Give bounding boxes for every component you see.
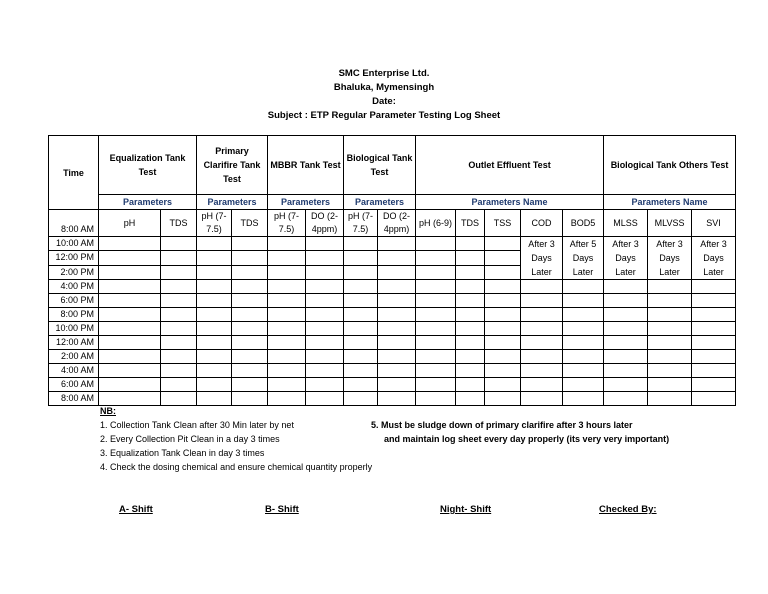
notes-title: NB: — [100, 406, 116, 416]
entry-cell[interactable] — [161, 265, 197, 279]
entry-cell[interactable] — [378, 392, 416, 406]
table-row — [49, 392, 736, 406]
entry-cell[interactable] — [232, 308, 268, 322]
primary-params-label: Parameters — [197, 195, 268, 210]
entry-cell[interactable] — [378, 308, 416, 322]
entry-cell[interactable] — [416, 308, 456, 322]
table-row — [49, 308, 736, 322]
col-out-cod: COD — [521, 210, 563, 237]
entry-cell[interactable] — [648, 294, 692, 308]
note-cell-mlss: After 3 Days Later — [604, 237, 648, 280]
entry-cell[interactable] — [268, 378, 306, 392]
entry-cell[interactable] — [268, 251, 306, 265]
entry-cell[interactable] — [232, 392, 268, 406]
entry-cell[interactable] — [197, 322, 232, 336]
entry-cell[interactable] — [485, 378, 521, 392]
time-cell: 4:00 AM — [49, 364, 99, 378]
entry-cell[interactable] — [306, 294, 344, 308]
entry-cell[interactable] — [232, 265, 268, 279]
entry-cell[interactable] — [416, 251, 456, 265]
entry-cell[interactable] — [456, 265, 485, 279]
entry-cell[interactable] — [197, 378, 232, 392]
entry-cell[interactable] — [692, 364, 736, 378]
entry-cell[interactable] — [485, 308, 521, 322]
entry-cell[interactable] — [692, 392, 736, 406]
col-out-tss: TSS — [485, 210, 521, 237]
equalization-header: Equalization Tank Test — [99, 136, 197, 195]
entry-cell[interactable] — [197, 251, 232, 265]
a-shift-signature: A- Shift — [119, 504, 153, 515]
entry-cell[interactable] — [344, 294, 378, 308]
entry-cell[interactable] — [521, 378, 563, 392]
entry-cell[interactable] — [456, 280, 485, 294]
entry-cell[interactable] — [268, 364, 306, 378]
entry-cell[interactable] — [232, 322, 268, 336]
entry-cell[interactable] — [456, 294, 485, 308]
entry-cell[interactable] — [648, 280, 692, 294]
note-item: 2. Every Collection Pit Clean in a day 3 times — [100, 434, 280, 444]
entry-cell[interactable] — [521, 308, 563, 322]
entry-cell[interactable] — [648, 392, 692, 406]
col-bio-do: DO (2- 4ppm) — [378, 210, 416, 237]
col-pc-ph: pH (7- 7.5) — [197, 210, 232, 237]
entry-cell[interactable] — [416, 378, 456, 392]
entry-cell[interactable] — [521, 336, 563, 350]
entry-cell[interactable] — [604, 280, 648, 294]
time-cell: 8:00 PM — [49, 308, 99, 322]
entry-cell[interactable] — [563, 336, 604, 350]
entry-cell[interactable] — [521, 350, 563, 364]
time-cell: 12:00 PM — [49, 251, 99, 265]
entry-cell[interactable] — [306, 336, 344, 350]
entry-cell[interactable] — [692, 350, 736, 364]
col-bio-ph: pH (7- 7.5) — [344, 210, 378, 237]
entry-cell[interactable] — [268, 294, 306, 308]
entry-cell[interactable] — [99, 251, 161, 265]
entry-cell[interactable] — [604, 294, 648, 308]
entry-cell[interactable] — [648, 364, 692, 378]
note-item: 3. Equalization Tank Clean in day 3 times — [100, 448, 265, 458]
entry-cell[interactable] — [161, 364, 197, 378]
bio-others-params-label: Parameters Name — [604, 195, 736, 210]
time-cell: 8:00 AM — [49, 392, 99, 406]
primary-clarifire-header: Primary Clarifire Tank Test — [197, 136, 268, 195]
table-row — [49, 364, 736, 378]
col-eq-tds: TDS — [161, 210, 197, 237]
entry-cell[interactable] — [197, 364, 232, 378]
entry-cell[interactable] — [692, 378, 736, 392]
biological-header: Biological Tank Test — [344, 136, 416, 195]
entry-cell[interactable] — [344, 308, 378, 322]
entry-cell[interactable] — [456, 308, 485, 322]
entry-cell[interactable] — [232, 378, 268, 392]
entry-cell[interactable] — [563, 308, 604, 322]
note-item: 1. Collection Tank Clean after 30 Min later by net — [100, 420, 294, 430]
entry-cell[interactable] — [344, 378, 378, 392]
entry-cell[interactable] — [197, 350, 232, 364]
company-name: SMC Enterprise Ltd. — [338, 68, 430, 79]
entry-cell[interactable] — [521, 364, 563, 378]
time-cell: 4:00 PM — [49, 280, 99, 294]
entry-cell[interactable] — [268, 322, 306, 336]
entry-cell[interactable] — [604, 392, 648, 406]
entry-cell[interactable] — [232, 364, 268, 378]
entry-cell[interactable] — [232, 294, 268, 308]
entry-cell[interactable] — [99, 237, 161, 251]
entry-cell[interactable] — [232, 251, 268, 265]
entry-cell[interactable] — [344, 364, 378, 378]
entry-cell[interactable] — [604, 308, 648, 322]
entry-cell[interactable] — [378, 237, 416, 251]
entry-cell[interactable] — [306, 308, 344, 322]
entry-cell[interactable] — [563, 350, 604, 364]
entry-cell[interactable] — [232, 237, 268, 251]
entry-cell[interactable] — [161, 378, 197, 392]
time-cell: 10:00 PM — [49, 322, 99, 336]
entry-cell[interactable] — [99, 336, 161, 350]
table-row — [49, 280, 736, 294]
entry-cell[interactable] — [563, 392, 604, 406]
entry-cell[interactable] — [416, 265, 456, 279]
entry-cell[interactable] — [648, 350, 692, 364]
entry-cell[interactable] — [456, 364, 485, 378]
col-eq-ph: pH — [99, 210, 161, 237]
entry-cell[interactable] — [306, 378, 344, 392]
col-pc-tds: TDS — [232, 210, 268, 237]
entry-cell[interactable] — [344, 265, 378, 279]
checked-by-signature: Checked By: — [599, 504, 657, 515]
entry-cell[interactable] — [161, 280, 197, 294]
table-row — [49, 322, 736, 336]
entry-cell[interactable] — [485, 392, 521, 406]
table-row — [49, 336, 736, 350]
entry-cell[interactable] — [161, 336, 197, 350]
entry-cell[interactable] — [485, 237, 521, 251]
entry-cell[interactable] — [485, 251, 521, 265]
entry-cell[interactable] — [197, 237, 232, 251]
entry-cell[interactable] — [197, 336, 232, 350]
entry-cell[interactable] — [521, 294, 563, 308]
entry-cell[interactable] — [485, 280, 521, 294]
entry-cell[interactable] — [521, 280, 563, 294]
entry-cell[interactable] — [344, 336, 378, 350]
col-mbbr-ph: pH (7- 7.5) — [268, 210, 306, 237]
entry-cell[interactable] — [306, 364, 344, 378]
entry-cell[interactable] — [378, 378, 416, 392]
entry-cell[interactable] — [416, 392, 456, 406]
entry-cell[interactable] — [344, 237, 378, 251]
entry-cell[interactable] — [692, 322, 736, 336]
entry-cell[interactable] — [197, 265, 232, 279]
entry-cell[interactable] — [378, 251, 416, 265]
col-out-tds: TDS — [456, 210, 485, 237]
col-mlss: MLSS — [604, 210, 648, 237]
biological-params-label: Parameters — [344, 195, 416, 210]
entry-cell[interactable] — [99, 265, 161, 279]
entry-cell[interactable] — [378, 336, 416, 350]
entry-cell[interactable] — [416, 237, 456, 251]
entry-cell[interactable] — [161, 251, 197, 265]
entry-cell[interactable] — [161, 392, 197, 406]
entry-cell[interactable] — [99, 378, 161, 392]
time-cell: 6:00 PM — [49, 294, 99, 308]
entry-cell[interactable] — [456, 378, 485, 392]
time-header: Time — [49, 136, 99, 210]
company-location: Bhaluka, Mymensingh — [333, 82, 435, 93]
entry-cell[interactable] — [563, 294, 604, 308]
entry-cell[interactable] — [344, 280, 378, 294]
entry-cell[interactable] — [232, 350, 268, 364]
entry-cell[interactable] — [306, 392, 344, 406]
entry-cell[interactable] — [306, 265, 344, 279]
col-mbbr-do: DO (2- 4ppm) — [306, 210, 344, 237]
log-table — [48, 135, 736, 406]
entry-cell[interactable] — [604, 364, 648, 378]
entry-cell[interactable] — [378, 294, 416, 308]
col-out-bod5: BOD5 — [563, 210, 604, 237]
entry-cell[interactable] — [692, 308, 736, 322]
entry-cell[interactable] — [456, 322, 485, 336]
entry-cell[interactable] — [344, 322, 378, 336]
entry-cell[interactable] — [161, 237, 197, 251]
entry-cell[interactable] — [161, 308, 197, 322]
entry-cell[interactable] — [456, 392, 485, 406]
date-label: Date: — [372, 96, 396, 107]
entry-cell[interactable] — [485, 364, 521, 378]
entry-cell[interactable] — [648, 308, 692, 322]
entry-cell[interactable] — [306, 251, 344, 265]
equalization-params-label: Parameters — [99, 195, 197, 210]
mbbr-header: MBBR Tank Test — [268, 136, 344, 195]
col-mlvss: MLVSS — [648, 210, 692, 237]
entry-cell[interactable] — [268, 280, 306, 294]
entry-cell[interactable] — [648, 322, 692, 336]
time-cell: 2:00 AM — [49, 350, 99, 364]
note-item-5-line2: and maintain log sheet every day properly (its very very important) — [384, 434, 670, 444]
subject-line: Subject : ETP Regular Parameter Testing Log Sheet — [267, 110, 501, 121]
note-item-5-line1: 5. Must be sludge down of primary clarifire after 3 hours later — [371, 420, 633, 430]
entry-cell[interactable] — [692, 336, 736, 350]
entry-cell[interactable] — [485, 322, 521, 336]
entry-cell[interactable] — [378, 364, 416, 378]
note-cell-bod5: After 5 Days Later — [563, 237, 604, 280]
entry-cell[interactable] — [197, 280, 232, 294]
entry-cell[interactable] — [268, 237, 306, 251]
entry-cell[interactable] — [99, 392, 161, 406]
entry-cell[interactable] — [563, 280, 604, 294]
entry-cell[interactable] — [485, 350, 521, 364]
entry-cell[interactable] — [197, 294, 232, 308]
entry-cell[interactable] — [416, 280, 456, 294]
time-cell: 8:00 AM — [49, 210, 99, 237]
entry-cell[interactable] — [604, 336, 648, 350]
entry-cell[interactable] — [161, 294, 197, 308]
entry-cell[interactable] — [378, 350, 416, 364]
entry-cell[interactable] — [99, 280, 161, 294]
entry-cell[interactable] — [197, 308, 232, 322]
entry-cell[interactable] — [563, 322, 604, 336]
entry-cell[interactable] — [306, 237, 344, 251]
time-cell: 10:00 AM — [49, 237, 99, 251]
entry-cell[interactable] — [378, 280, 416, 294]
entry-cell[interactable] — [456, 237, 485, 251]
mbbr-params-label: Parameters — [268, 195, 344, 210]
note-cell-mlvss: After 3 Days Later — [648, 237, 692, 280]
entry-cell[interactable] — [604, 350, 648, 364]
entry-cell[interactable] — [692, 280, 736, 294]
entry-cell[interactable] — [268, 350, 306, 364]
entry-cell[interactable] — [268, 336, 306, 350]
note-cell-svi: After 3 Days Later — [692, 237, 736, 280]
entry-cell[interactable] — [232, 336, 268, 350]
entry-cell[interactable] — [416, 294, 456, 308]
entry-cell[interactable] — [416, 364, 456, 378]
b-shift-signature: B- Shift — [265, 504, 299, 515]
entry-cell[interactable] — [521, 322, 563, 336]
entry-cell[interactable] — [268, 308, 306, 322]
entry-cell[interactable] — [99, 364, 161, 378]
biological-others-header: Biological Tank Others Test — [604, 136, 736, 195]
entry-cell[interactable] — [521, 392, 563, 406]
entry-cell[interactable] — [344, 350, 378, 364]
entry-cell[interactable] — [99, 294, 161, 308]
entry-cell[interactable] — [306, 280, 344, 294]
entry-cell[interactable] — [344, 251, 378, 265]
entry-cell[interactable] — [161, 322, 197, 336]
entry-cell[interactable] — [306, 322, 344, 336]
entry-cell[interactable] — [306, 350, 344, 364]
entry-cell[interactable] — [604, 322, 648, 336]
entry-cell[interactable] — [344, 392, 378, 406]
time-cell: 2:00 PM — [49, 265, 99, 279]
entry-cell[interactable] — [99, 322, 161, 336]
note-item: 4. Check the dosing chemical and ensure chemical quantity properly — [100, 462, 373, 472]
table-row — [49, 378, 736, 392]
entry-cell[interactable] — [232, 280, 268, 294]
time-cell: 6:00 AM — [49, 378, 99, 392]
table-row — [49, 350, 736, 364]
entry-cell[interactable] — [268, 392, 306, 406]
col-out-ph: pH (6-9) — [416, 210, 456, 237]
entry-cell[interactable] — [378, 322, 416, 336]
entry-cell[interactable] — [648, 378, 692, 392]
note-cell-cod: After 3 Days Later — [521, 237, 563, 280]
entry-cell[interactable] — [378, 265, 416, 279]
col-svi: SVI — [692, 210, 736, 237]
entry-cell[interactable] — [99, 350, 161, 364]
entry-cell[interactable] — [456, 251, 485, 265]
entry-cell[interactable] — [485, 294, 521, 308]
entry-cell[interactable] — [648, 336, 692, 350]
time-cell: 12:00 AM — [49, 336, 99, 350]
entry-cell[interactable] — [692, 294, 736, 308]
entry-cell[interactable] — [416, 350, 456, 364]
entry-cell[interactable] — [416, 322, 456, 336]
entry-cell[interactable] — [604, 378, 648, 392]
outlet-params-label: Parameters Name — [416, 195, 604, 210]
entry-cell[interactable] — [485, 265, 521, 279]
night-shift-signature: Night- Shift — [440, 504, 492, 515]
entry-cell[interactable] — [416, 336, 456, 350]
entry-cell[interactable] — [563, 378, 604, 392]
entry-cell[interactable] — [161, 350, 197, 364]
entry-cell[interactable] — [197, 392, 232, 406]
entry-cell[interactable] — [456, 336, 485, 350]
entry-cell[interactable] — [99, 308, 161, 322]
entry-cell[interactable] — [456, 350, 485, 364]
entry-cell[interactable] — [485, 336, 521, 350]
entry-cell[interactable] — [268, 265, 306, 279]
outlet-effluent-header: Outlet Effluent Test — [416, 136, 604, 195]
table-row — [49, 237, 736, 251]
entry-cell[interactable] — [563, 364, 604, 378]
table-row — [49, 294, 736, 308]
